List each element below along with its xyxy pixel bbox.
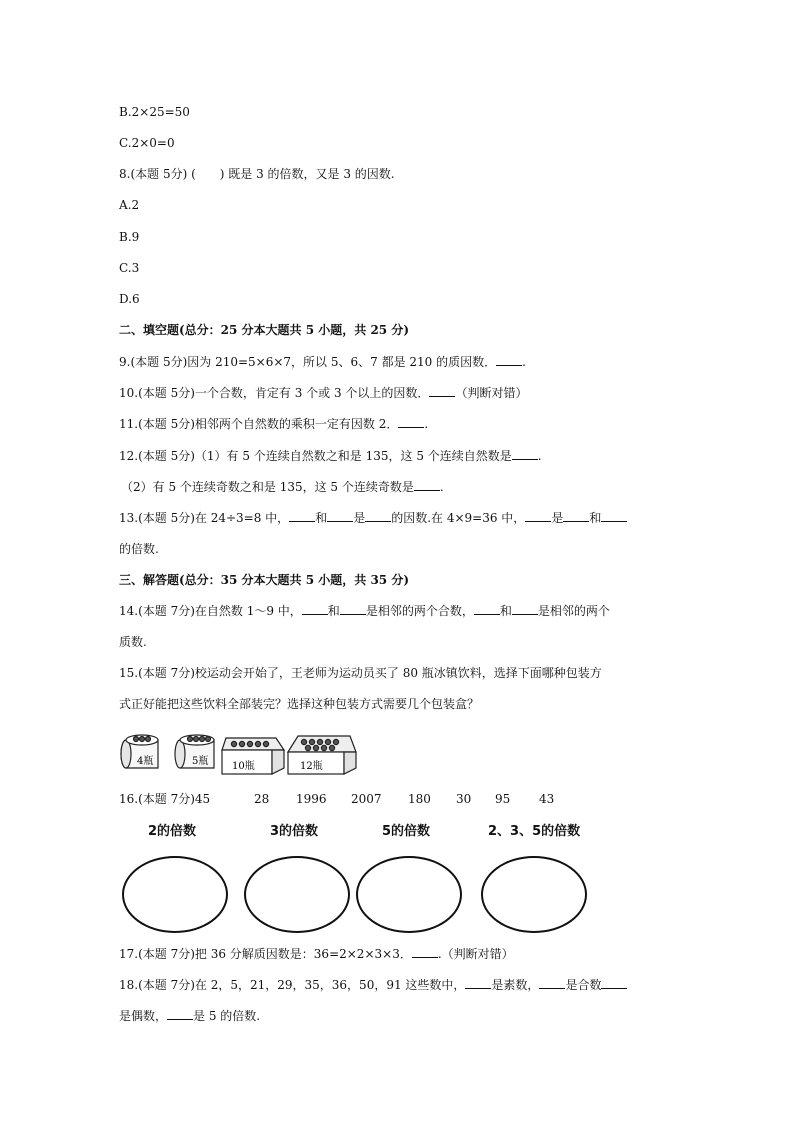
package-label-10: 10瓶 xyxy=(232,761,255,772)
q8-option-d: D.6 xyxy=(119,292,140,306)
q16-number: 28 xyxy=(254,792,270,806)
q16-number: 95 xyxy=(495,792,511,806)
q12-p2-text: （2）有 5 个连续奇数之和是 135，这 5 个连续奇数是 xyxy=(121,480,414,494)
category-multiples-of-5: 5的倍数 xyxy=(382,824,431,839)
q18-text-b: 是素数， xyxy=(491,978,540,992)
q14-text-a: 14.(本题 7分)在自然数 1～9 中， xyxy=(119,604,302,618)
q14-text-c: 是相邻的两个合数， xyxy=(365,604,474,618)
q16-number: 43 xyxy=(539,792,555,806)
q9-text: 9.(本题 5分)因为 210=5×6×7，所以 5、6、7 都是 210 的质因数． xyxy=(119,355,497,369)
q13-text-e: 是 xyxy=(551,511,564,525)
section-fill-in-title: 二、填空题(总分：25 分本大题共 5 小题，共 25 分) xyxy=(119,323,409,337)
option-c-prev: C.2×0=0 xyxy=(119,136,175,150)
category-multiples-of-2: 2的倍数 xyxy=(148,824,197,839)
question-18-line-2 xyxy=(119,1008,260,1024)
q14-text-d: 和 xyxy=(499,604,512,618)
q12-p1-end: . xyxy=(537,449,542,463)
package-label-5: 5瓶 xyxy=(192,756,209,767)
q12-p1-text: 12.(本题 5分)（1）有 5 个连续自然数之和是 135，这 5 个连续自然数是 xyxy=(119,449,512,463)
question-9 xyxy=(119,354,526,370)
q17-end: .（判断对错） xyxy=(437,947,514,961)
question-17 xyxy=(119,946,514,962)
answer-blank[interactable] xyxy=(398,416,424,428)
q16-number: 30 xyxy=(456,792,472,806)
q16-number: 1996 xyxy=(296,792,327,806)
answer-blank[interactable] xyxy=(302,603,328,615)
answer-blank[interactable] xyxy=(327,510,353,522)
option-b-prev: B.2×25=50 xyxy=(119,105,190,119)
question-13 xyxy=(119,510,627,526)
question-12-part-1 xyxy=(119,448,542,464)
question-15-line-2: 式正好能把这些饮料全部装完？选择这种包装方式需要几个包装盒？ xyxy=(119,697,480,711)
package-label-4: 4瓶 xyxy=(137,756,154,767)
answer-blank[interactable] xyxy=(412,946,438,958)
question-15-line-1: 15.(本题 7分)校运动会开始了，王老师为运动员买了 80 瓶冰镇饮料，选择下面哪种包装方 xyxy=(119,666,602,680)
answer-blank[interactable] xyxy=(512,448,538,460)
question-11 xyxy=(119,416,428,432)
q11-text: 11.(本题 5分)相邻两个自然数的乘积一定有因数 2． xyxy=(119,417,399,431)
answer-blank[interactable] xyxy=(167,1008,193,1020)
answer-blank[interactable] xyxy=(340,603,366,615)
q18-text-e: 是 5 的倍数. xyxy=(193,1009,261,1023)
sort-ellipse-2-3-5[interactable] xyxy=(481,856,587,933)
question-18 xyxy=(119,977,627,993)
package-options-illustration xyxy=(118,728,358,776)
question-12-part-2 xyxy=(121,479,444,495)
answer-blank[interactable] xyxy=(563,510,589,522)
q8-option-b: B.9 xyxy=(119,230,140,244)
q13-text-d: 的因数.在 4×9=36 中， xyxy=(391,511,526,525)
sort-ellipse-3[interactable] xyxy=(244,856,350,933)
section-answer-title: 三、解答题(总分：35 分本大题共 5 小题，共 35 分) xyxy=(119,573,409,587)
question-13-line-2: 的倍数. xyxy=(119,542,159,556)
answer-blank[interactable] xyxy=(525,510,551,522)
q10-end: （判断对错） xyxy=(455,386,528,400)
sort-ellipse-2[interactable] xyxy=(122,856,228,933)
answer-blank[interactable] xyxy=(601,977,627,989)
q14-text-b: 和 xyxy=(327,604,340,618)
category-multiples-of-2-3-5: 2、3、5的倍数 xyxy=(488,824,581,839)
q13-text-c: 是 xyxy=(353,511,366,525)
q16-number: 2007 xyxy=(351,792,382,806)
q11-end: . xyxy=(424,417,429,431)
answer-blank[interactable] xyxy=(601,510,627,522)
q18-text-c: 是合数 xyxy=(565,978,602,992)
q13-text-f: 和 xyxy=(589,511,602,525)
q18-text-a: 18.(本题 7分)在 2，5，21，29，35，36，50，91 这些数中， xyxy=(119,978,466,992)
q18-text-d: 是偶数， xyxy=(119,1009,168,1023)
answer-blank[interactable] xyxy=(365,510,391,522)
q8-option-a: A.2 xyxy=(119,198,140,212)
answer-blank[interactable] xyxy=(539,977,565,989)
q13-text-a: 13.(本题 5分)在 24÷3=8 中， xyxy=(119,511,290,525)
question-14-line-2: 质数. xyxy=(119,635,147,649)
question-14 xyxy=(119,603,610,619)
sort-ellipse-5[interactable] xyxy=(356,856,462,933)
answer-blank[interactable] xyxy=(474,603,500,615)
answer-blank[interactable] xyxy=(414,479,440,491)
answer-blank[interactable] xyxy=(496,354,522,366)
q16-number: 180 xyxy=(408,792,431,806)
q16-label: 16.(本题 7分)45 xyxy=(119,792,211,806)
answer-blank[interactable] xyxy=(289,510,315,522)
answer-blank[interactable] xyxy=(512,603,538,615)
question-10 xyxy=(119,385,527,401)
q8-option-c: C.3 xyxy=(119,261,140,275)
q14-text-e: 是相邻的两个 xyxy=(537,604,610,618)
package-label-12: 12瓶 xyxy=(300,761,323,772)
q13-text-b: 和 xyxy=(315,511,328,525)
q12-p2-end: . xyxy=(439,480,444,494)
category-multiples-of-3: 3的倍数 xyxy=(270,824,319,839)
answer-blank[interactable] xyxy=(465,977,491,989)
q9-end: . xyxy=(522,355,526,369)
q17-text: 17.(本题 7分)把 36 分解质因数是：36=2×2×3×3． xyxy=(119,947,412,961)
q10-text: 10.(本题 5分)一个合数，肯定有 3 个或 3 个以上的因数． xyxy=(119,386,430,400)
question-8: 8.(本题 5分) ( ) 既是 3 的倍数，又是 3 的因数. xyxy=(119,167,395,181)
answer-blank[interactable] xyxy=(429,385,455,397)
